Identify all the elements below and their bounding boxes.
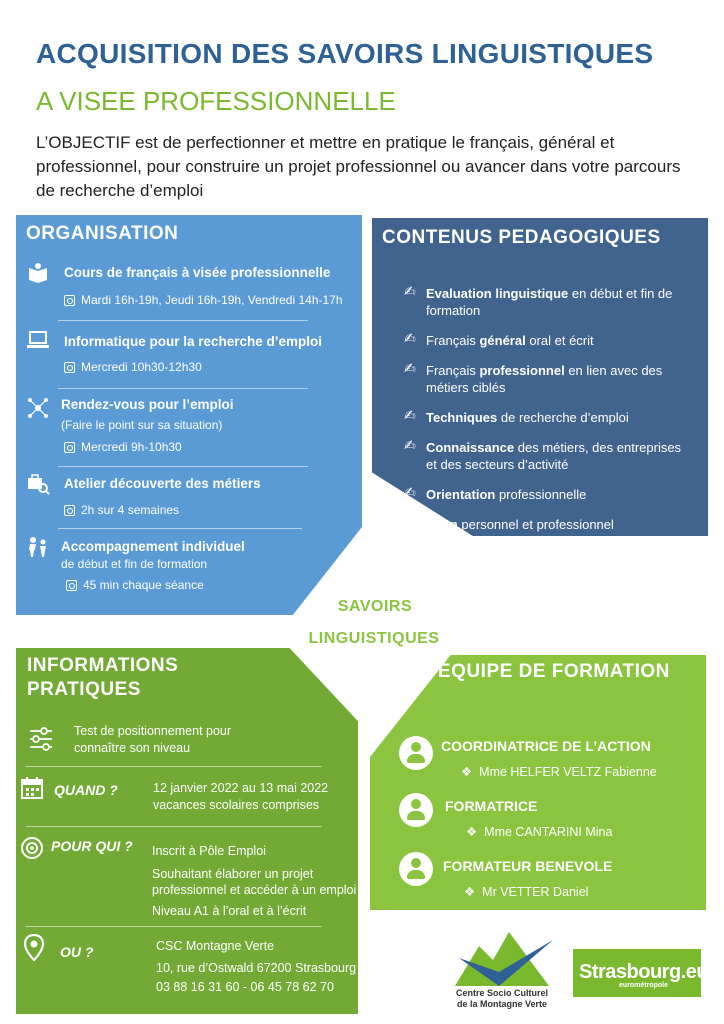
role-name-3: ❖ Mr VETTER Daniel [464,885,589,899]
contenu-item: ✍ Français général oral et écrit [404,330,594,348]
contenu-item: ✍ Orientation professionnelle [404,484,587,502]
org-item-title-1: Cours de français à visée professionnelle [64,265,331,280]
calendar-icon [64,362,75,373]
ou-label: OU ? [60,944,94,960]
divider [58,320,308,321]
pour-qui-label: POUR QUI ? [51,838,133,854]
strasbourg-logo-text: Strasbourg.eu [579,961,709,983]
organisation-title: ORGANISATION [26,223,179,244]
contenu-item: ✍ Techniques de recherche d’emploi [404,407,629,425]
contenu-item: ✍ Connaissance des métiers, des entreprises et des secteurs d’activité [404,437,682,472]
role-name-1: ❖ Mme HELFER VELTZ Fabienne [461,765,657,779]
checklist-icon: ✍ [404,283,416,299]
ou-line1: CSC Montagne Verte [156,939,275,953]
ou-line3: 03 88 16 31 60 - 06 45 78 62 70 [156,980,334,994]
org-item-schedule-2: Mercredi 10h30-12h30 [64,360,202,374]
person-icon [399,852,433,886]
book-icon [26,262,50,289]
role-title-3: FORMATEUR BENEVOLE [443,858,613,874]
org-item-title-5: Accompagnement individuel [61,539,245,554]
strasbourg-logo [573,949,709,997]
divider [26,926,322,927]
csc-logo-line1: Centre Socio Culturel [455,988,548,998]
contenus-title: CONTENUS PEDAGOGIQUES [382,227,661,248]
org-item-title-4: Atelier découverte des métiers [64,476,261,491]
divider [58,466,308,467]
page-subtitle: A VISEE PROFESSIONNELLE [36,86,396,116]
location-pin-icon [22,934,46,967]
org-item-schedule-1: Mardi 16h-19h, Jeudi 16h-19h, Vendredi 14h-17h [64,293,343,307]
role-name-2: ❖ Mme CANTARINI Mina [466,825,613,839]
calendar-grid-icon [20,776,44,805]
quand-line1: 12 janvier 2022 au 13 mai 2022 [153,781,329,795]
org-item-title-3: Rendez-vous pour l’emploi [61,397,234,412]
divider [58,528,302,529]
calendar-icon [64,295,75,306]
pour-qui-line4: Niveau A1 à l’oral et à l’écrit [152,904,307,918]
strasbourg-logo-sub: eurométropole [619,982,669,989]
csc-logo [449,928,555,1018]
quand-line2: vacances scolaires comprises [153,798,320,812]
divider [26,826,322,827]
test-line1: Test de positionnement pour [74,724,232,738]
divider [26,766,322,767]
equipe-title: EQUIPE DE FORMATION [438,661,670,682]
network-icon [26,397,50,424]
role-title-2: FORMATRICE [445,798,538,814]
test-line2: connaître son niveau [74,741,191,755]
csc-logo-line2: de la Montagne Verte [456,999,548,1009]
search-job-icon [26,473,50,500]
checklist-icon: ✍ [404,407,416,423]
center-label-line2: LINGUISTIQUES [308,630,440,647]
sliders-icon [28,726,52,757]
org-item-schedule-3: Mercredi 9h-10h30 [64,440,182,454]
target-icon [20,836,44,865]
checklist-icon: ✍ [404,484,416,500]
people-icon [26,536,50,563]
informations-title-line2: PRATIQUES [27,679,141,700]
contenu-item: ✍ Français professionnel en lien avec des métiers ciblés [404,360,663,395]
contenu-item: ✍ Evaluation linguistique en début et fin de formation [404,283,673,318]
ou-line2: 10, rue d’Ostwald 67200 Strasbourg [156,961,357,975]
checklist-icon: ✍ [404,330,416,346]
divider [58,388,308,389]
informations-title-line1: INFORMATIONS [27,655,179,676]
org-item-note-3: (Faire le point sur sa situation) [61,418,223,432]
calendar-icon [64,505,75,516]
person-icon [399,793,433,827]
person-icon [399,736,433,770]
org-item-schedule-5: 45 min chaque séance [66,578,204,592]
calendar-icon [64,442,75,453]
objective-text: L’OBJECTIF est de perfectionner et mettre en pratique le français, général et professionnel, pour construire un projet professionnel ou avancer dans votre parcours de recherche d’emploi [36,133,681,200]
pour-qui-line2: Souhaitant élaborer un projet [152,867,314,881]
pour-qui-line1: Inscrit à Pôle Emploi [152,844,266,858]
page-title: ACQUISITION DES SAVOIRS LINGUISTIQUES [36,38,654,69]
checklist-icon: ✍ [404,514,416,530]
checklist-icon: ✍ [404,360,416,376]
calendar-icon [66,580,77,591]
center-label-line1: SAVOIRS [337,598,413,615]
pour-qui-line3: professionnel et accéder à un emploi [152,883,357,897]
org-item-schedule-4: 2h sur 4 semaines [64,503,179,517]
org-item-title-2: Informatique pour la recherche d’emploi [64,334,323,349]
contenu-item: ✍ Bilan personnel et professionnel [404,514,614,532]
org-item-note-5: de début et fin de formation [61,557,208,571]
checklist-icon: ✍ [404,437,416,453]
quand-label: QUAND ? [54,782,118,798]
laptop-icon [26,330,50,355]
role-title-1: COORDINATRICE DE L’ACTION [441,738,651,754]
